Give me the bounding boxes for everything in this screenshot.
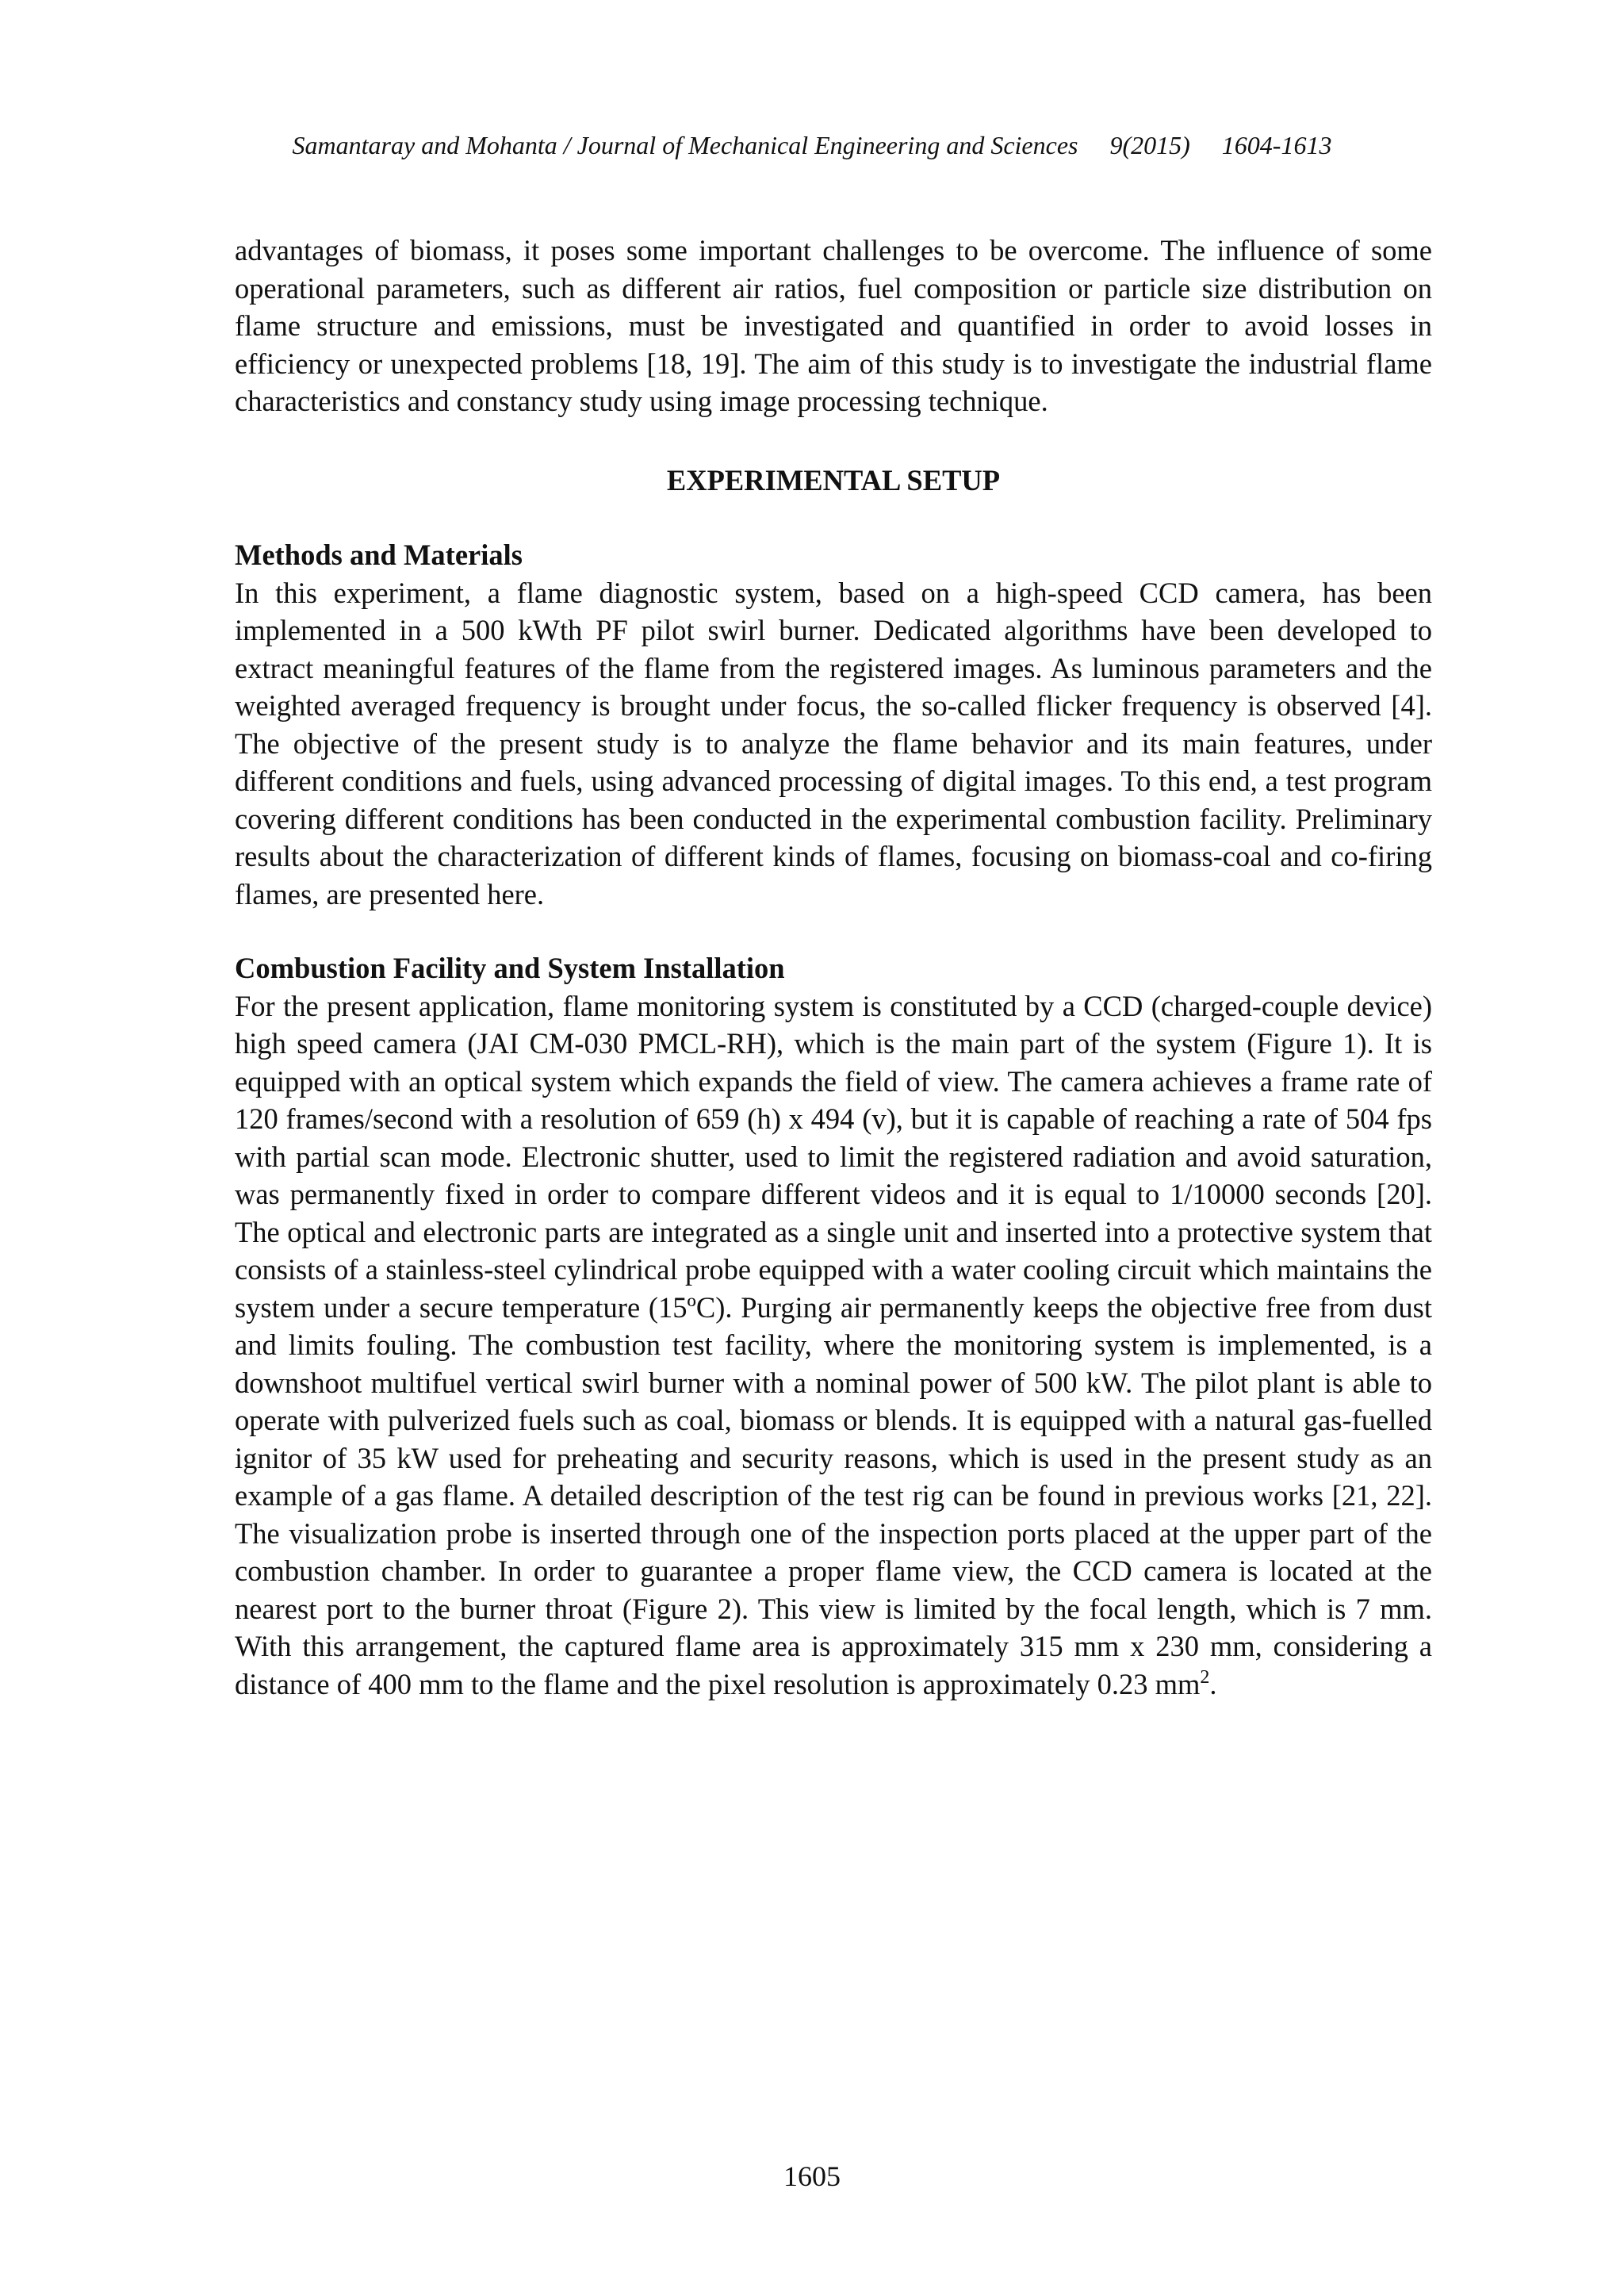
area-unit-superscript: 2 xyxy=(1200,1666,1210,1688)
page-number: 1605 xyxy=(783,2160,841,2192)
methods-paragraph: In this experiment, a flame diagnostic system, based on a high-speed CCD camera, has been implemented in a 500 kWth PF pilot swirl burner. Dedicated algorithms have been developed to extract meaningful features of the flame from the registered images. As luminous parameters and the weighted averaged frequency is brought under focus, the so-called flicker frequency is observed [4]. The objective of the present study is to analyze the flame behavior and its main features, under different conditions and fuels, using advanced processing of digital images. To this end, a test program covering different conditions has been conducted in the experimental combustion facility. Preliminary results about the characterization of different kinds of flames, focusing on biomass-coal and co-firing flames, are presented here. xyxy=(235,576,1432,910)
facility-heading: Combustion Facility and System Installation xyxy=(235,952,785,984)
facility-paragraph-end: . xyxy=(1209,1667,1217,1700)
facility-paragraph-text: For the present application, flame monitoring system is constituted by a CCD (charged-couple device) high speed camera (JAI CM-030 PMCL-RH), which is the main part of the system (Figure 1). It is equipped with an optical system which expands the field of view. The camera achieves a frame rate of 120 frames/second with a resolution of 659 (h) x 494 (v), but it is capable of reaching a rate of 504 fps with partial scan mode. Electronic shutter, used to limit the registered radiation and avoid saturation, was permanently fixed in order to compare different videos and it is equal to 1/10000 seconds [20]. The optical and electronic parts are integrated as a single unit and inserted into a protective system that consists of a stainless-steel cylindrical probe equipped with a water cooling circuit which maintains the system under a secure temperature (15ºC). Purging air permanently keeps the objective free from dust and limits fouling. The combustion test facility, where the monitoring system is implemented, is a downshoot multifuel vertical swirl burner with a nominal power of 500 kW. The pilot plant is able to operate with pulverized fuels such as coal, biomass or blends. It is equipped with a natural gas-fuelled ignitor of 35 kW used for preheating and security reasons, which is used in the present study as an example of a gas flame. A detailed description of the test rig can be found in previous works [21, 22]. The visualization probe is inserted through one of the inspection ports placed at the upper part of the combustion chamber. In order to guarantee a proper flame view, the CCD camera is located at the nearest port to the burner throat (Figure 2). This view is limited by the focal length, which is 7 mm. With this arrangement, the captured flame area is approximately 315 mm x 230 mm, considering a distance of 400 mm to the flame and the pixel resolution is approximately 0.23 mm xyxy=(235,989,1432,1700)
section-title: EXPERIMENTAL SETUP xyxy=(666,463,1001,496)
running-header: Samantaray and Mohanta / Journal of Mechanical Engineering and Sciences 9(2015) 1604-1613 xyxy=(292,131,1332,159)
facility-paragraph xyxy=(235,987,1432,1704)
intro-paragraph: advantages of biomass, it poses some important challenges to be overcome. The influence of some operational parameters, such as different air ratios, fuel composition or particle size distribution on flame structure and emissions, must be investigated and quantified in order to avoid losses in efficiency or unexpected problems [18, 19]. The aim of this study is to investigate the industrial flame characteristics and constancy study using image processing technique. xyxy=(235,234,1432,417)
page-body xyxy=(235,232,1432,1703)
methods-heading: Methods and Materials xyxy=(235,539,523,571)
